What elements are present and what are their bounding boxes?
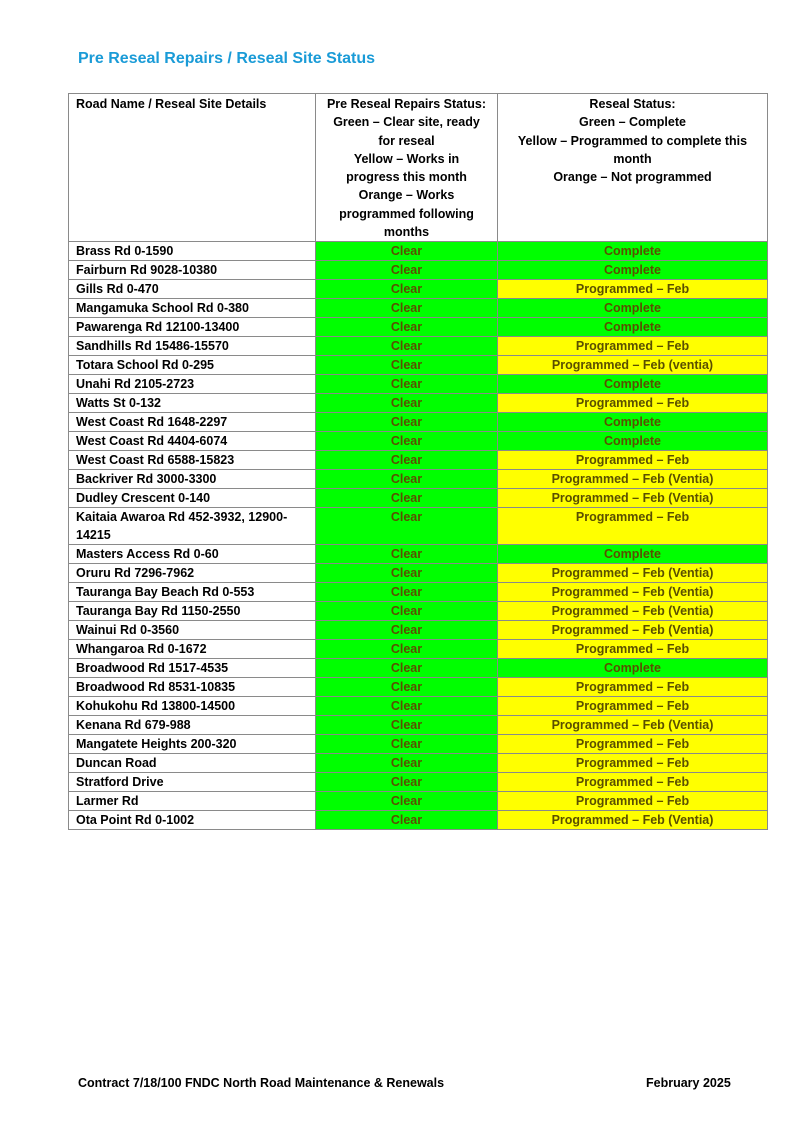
reseal-status-cell: Programmed – Feb (Ventia) (498, 716, 768, 735)
reseal-status-cell: Complete (498, 318, 768, 337)
table-row (69, 394, 768, 413)
reseal-status-cell: Complete (498, 432, 768, 451)
road-name-cell: Oruru Rd 7296-7962 (69, 564, 316, 583)
header-line: Pre Reseal Repairs Status: (326, 97, 487, 111)
road-name-cell: Unahi Rd 2105-2723 (69, 375, 316, 394)
reseal-status-cell: Programmed – Feb (498, 754, 768, 773)
pre-reseal-status-cell: Clear (316, 811, 498, 830)
table-row (69, 811, 768, 830)
reseal-status-cell: Complete (498, 242, 768, 261)
reseal-status-cell: Programmed – Feb (498, 394, 768, 413)
reseal-status-cell: Programmed – Feb (498, 792, 768, 811)
footer-date: February 2025 (646, 1076, 731, 1090)
road-name-cell: West Coast Rd 6588-15823 (69, 451, 316, 470)
header-pre-reseal-status (316, 94, 498, 242)
table-row (69, 678, 768, 697)
header-line: Orange – Works (358, 188, 455, 203)
table-row (69, 261, 768, 280)
pre-reseal-status-cell: Clear (316, 261, 498, 280)
header-line: month (613, 151, 652, 166)
header-road-name: Road Name / Reseal Site Details (69, 94, 316, 242)
reseal-status-cell: Complete (498, 545, 768, 564)
pre-reseal-status-cell: Clear (316, 280, 498, 299)
pre-reseal-status-cell: Clear (316, 432, 498, 451)
road-name-cell: Broadwood Rd 8531-10835 (69, 678, 316, 697)
pre-reseal-status-cell: Clear (316, 413, 498, 432)
road-name-cell: Tauranga Bay Beach Rd 0-553 (69, 583, 316, 602)
pre-reseal-status-cell: Clear (316, 489, 498, 508)
reseal-status-cell: Programmed – Feb (Ventia) (498, 564, 768, 583)
table-row (69, 318, 768, 337)
pre-reseal-status-cell: Clear (316, 299, 498, 318)
road-name-cell: Duncan Road (69, 754, 316, 773)
table-row (69, 754, 768, 773)
table-row (69, 640, 768, 659)
header-line: Yellow – Works in (353, 151, 460, 166)
reseal-status-cell: Programmed – Feb (498, 697, 768, 716)
road-name-cell: Ota Point Rd 0-1002 (69, 811, 316, 830)
road-name-cell: Mangatete Heights 200-320 (69, 735, 316, 754)
table-row (69, 470, 768, 489)
road-name-cell: Tauranga Bay Rd 1150-2550 (69, 602, 316, 621)
reseal-status-cell: Complete (498, 299, 768, 318)
road-name-cell: Backriver Rd 3000-3300 (69, 470, 316, 489)
reseal-status-cell: Programmed – Feb (498, 508, 768, 545)
table-row (69, 735, 768, 754)
reseal-status-cell: Programmed – Feb (498, 735, 768, 754)
reseal-status-cell: Complete (498, 375, 768, 394)
pre-reseal-status-cell: Clear (316, 318, 498, 337)
road-name-cell: Brass Rd 0-1590 (69, 242, 316, 261)
reseal-status-cell: Programmed – Feb (498, 337, 768, 356)
table-row (69, 451, 768, 470)
table-row (69, 508, 768, 545)
pre-reseal-status-cell: Clear (316, 659, 498, 678)
header-line: for reseal (378, 133, 435, 148)
reseal-status-cell: Programmed – Feb (498, 678, 768, 697)
reseal-status-cell: Programmed – Feb (498, 451, 768, 470)
header-line: Green – Clear site, ready (333, 115, 480, 130)
pre-reseal-status-cell: Clear (316, 375, 498, 394)
pre-reseal-status-cell: Clear (316, 337, 498, 356)
road-name-cell: Watts St 0-132 (69, 394, 316, 413)
table-row (69, 773, 768, 792)
pre-reseal-status-cell: Clear (316, 678, 498, 697)
reseal-status-cell: Programmed – Feb (498, 640, 768, 659)
table-row (69, 299, 768, 318)
road-name-cell: Gills Rd 0-470 (69, 280, 316, 299)
header-reseal-status (498, 94, 768, 242)
reseal-status-cell: Programmed – Feb (ventia) (498, 356, 768, 375)
road-name-cell: Broadwood Rd 1517-4535 (69, 659, 316, 678)
table-row (69, 356, 768, 375)
pre-reseal-status-cell: Clear (316, 640, 498, 659)
page-title: Pre Reseal Repairs / Reseal Site Status (78, 50, 376, 67)
table-row (69, 432, 768, 451)
header-line: Orange – Not programmed (553, 170, 712, 185)
road-name-cell: West Coast Rd 1648-2297 (69, 413, 316, 432)
road-name-cell: Masters Access Rd 0-60 (69, 545, 316, 564)
table-row (69, 716, 768, 735)
table-row (69, 621, 768, 640)
table-row (69, 583, 768, 602)
pre-reseal-status-cell: Clear (316, 754, 498, 773)
pre-reseal-status-cell: Clear (316, 508, 498, 545)
road-name-cell: Whangaroa Rd 0-1672 (69, 640, 316, 659)
table-header-row (69, 94, 768, 242)
reseal-status-cell: Complete (498, 261, 768, 280)
reseal-status-cell: Programmed – Feb (498, 773, 768, 792)
table-row (69, 280, 768, 299)
road-name-cell: Mangamuka School Rd 0-380 (69, 299, 316, 318)
header-line: Green – Complete (579, 115, 686, 130)
road-name-cell: Dudley Crescent 0-140 (69, 489, 316, 508)
reseal-status-cell: Programmed – Feb (Ventia) (498, 621, 768, 640)
pre-reseal-status-cell: Clear (316, 697, 498, 716)
reseal-status-table (68, 93, 768, 830)
reseal-status-cell: Complete (498, 659, 768, 678)
reseal-status-cell: Programmed – Feb (Ventia) (498, 811, 768, 830)
header-line: months (383, 225, 430, 240)
reseal-status-cell: Programmed – Feb (Ventia) (498, 489, 768, 508)
table-row (69, 792, 768, 811)
reseal-status-cell: Programmed – Feb (Ventia) (498, 470, 768, 489)
pre-reseal-status-cell: Clear (316, 394, 498, 413)
road-name-cell: Sandhills Rd 15486-15570 (69, 337, 316, 356)
table-row (69, 375, 768, 394)
pre-reseal-status-cell: Clear (316, 564, 498, 583)
table-row (69, 602, 768, 621)
table-row (69, 564, 768, 583)
reseal-status-cell: Complete (498, 413, 768, 432)
road-name-cell: Kaitaia Awaroa Rd 452-3932, 12900-14215 (69, 508, 316, 545)
pre-reseal-status-cell: Clear (316, 356, 498, 375)
pre-reseal-status-cell: Clear (316, 545, 498, 564)
header-line: programmed following (339, 206, 474, 221)
header-line: Yellow – Programmed to complete this (517, 133, 748, 148)
pre-reseal-status-cell: Clear (316, 242, 498, 261)
table-row (69, 697, 768, 716)
pre-reseal-status-cell: Clear (316, 602, 498, 621)
reseal-status-cell: Programmed – Feb (Ventia) (498, 583, 768, 602)
table-row (69, 489, 768, 508)
road-name-cell: Kohukohu Rd 13800-14500 (69, 697, 316, 716)
table-row (69, 659, 768, 678)
table-row (69, 545, 768, 564)
pre-reseal-status-cell: Clear (316, 773, 498, 792)
road-name-cell: Wainui Rd 0-3560 (69, 621, 316, 640)
pre-reseal-status-cell: Clear (316, 735, 498, 754)
table-row (69, 242, 768, 261)
pre-reseal-status-cell: Clear (316, 470, 498, 489)
road-name-cell: Totara School Rd 0-295 (69, 356, 316, 375)
pre-reseal-status-cell: Clear (316, 792, 498, 811)
header-line: Reseal Status: (589, 97, 676, 111)
road-name-cell: Kenana Rd 679-988 (69, 716, 316, 735)
pre-reseal-status-cell: Clear (316, 451, 498, 470)
pre-reseal-status-cell: Clear (316, 621, 498, 640)
road-name-cell: West Coast Rd 4404-6074 (69, 432, 316, 451)
road-name-cell: Stratford Drive (69, 773, 316, 792)
pre-reseal-status-cell: Clear (316, 716, 498, 735)
table-row (69, 337, 768, 356)
road-name-cell: Larmer Rd (69, 792, 316, 811)
header-line: progress this month (346, 170, 467, 185)
road-name-cell: Pawarenga Rd 12100-13400 (69, 318, 316, 337)
reseal-status-cell: Programmed – Feb (Ventia) (498, 602, 768, 621)
pre-reseal-status-cell: Clear (316, 583, 498, 602)
footer-contract: Contract 7/18/100 FNDC North Road Maintenance & Renewals (78, 1076, 445, 1090)
road-name-cell: Fairburn Rd 9028-10380 (69, 261, 316, 280)
reseal-status-cell: Programmed – Feb (498, 280, 768, 299)
table-row (69, 413, 768, 432)
